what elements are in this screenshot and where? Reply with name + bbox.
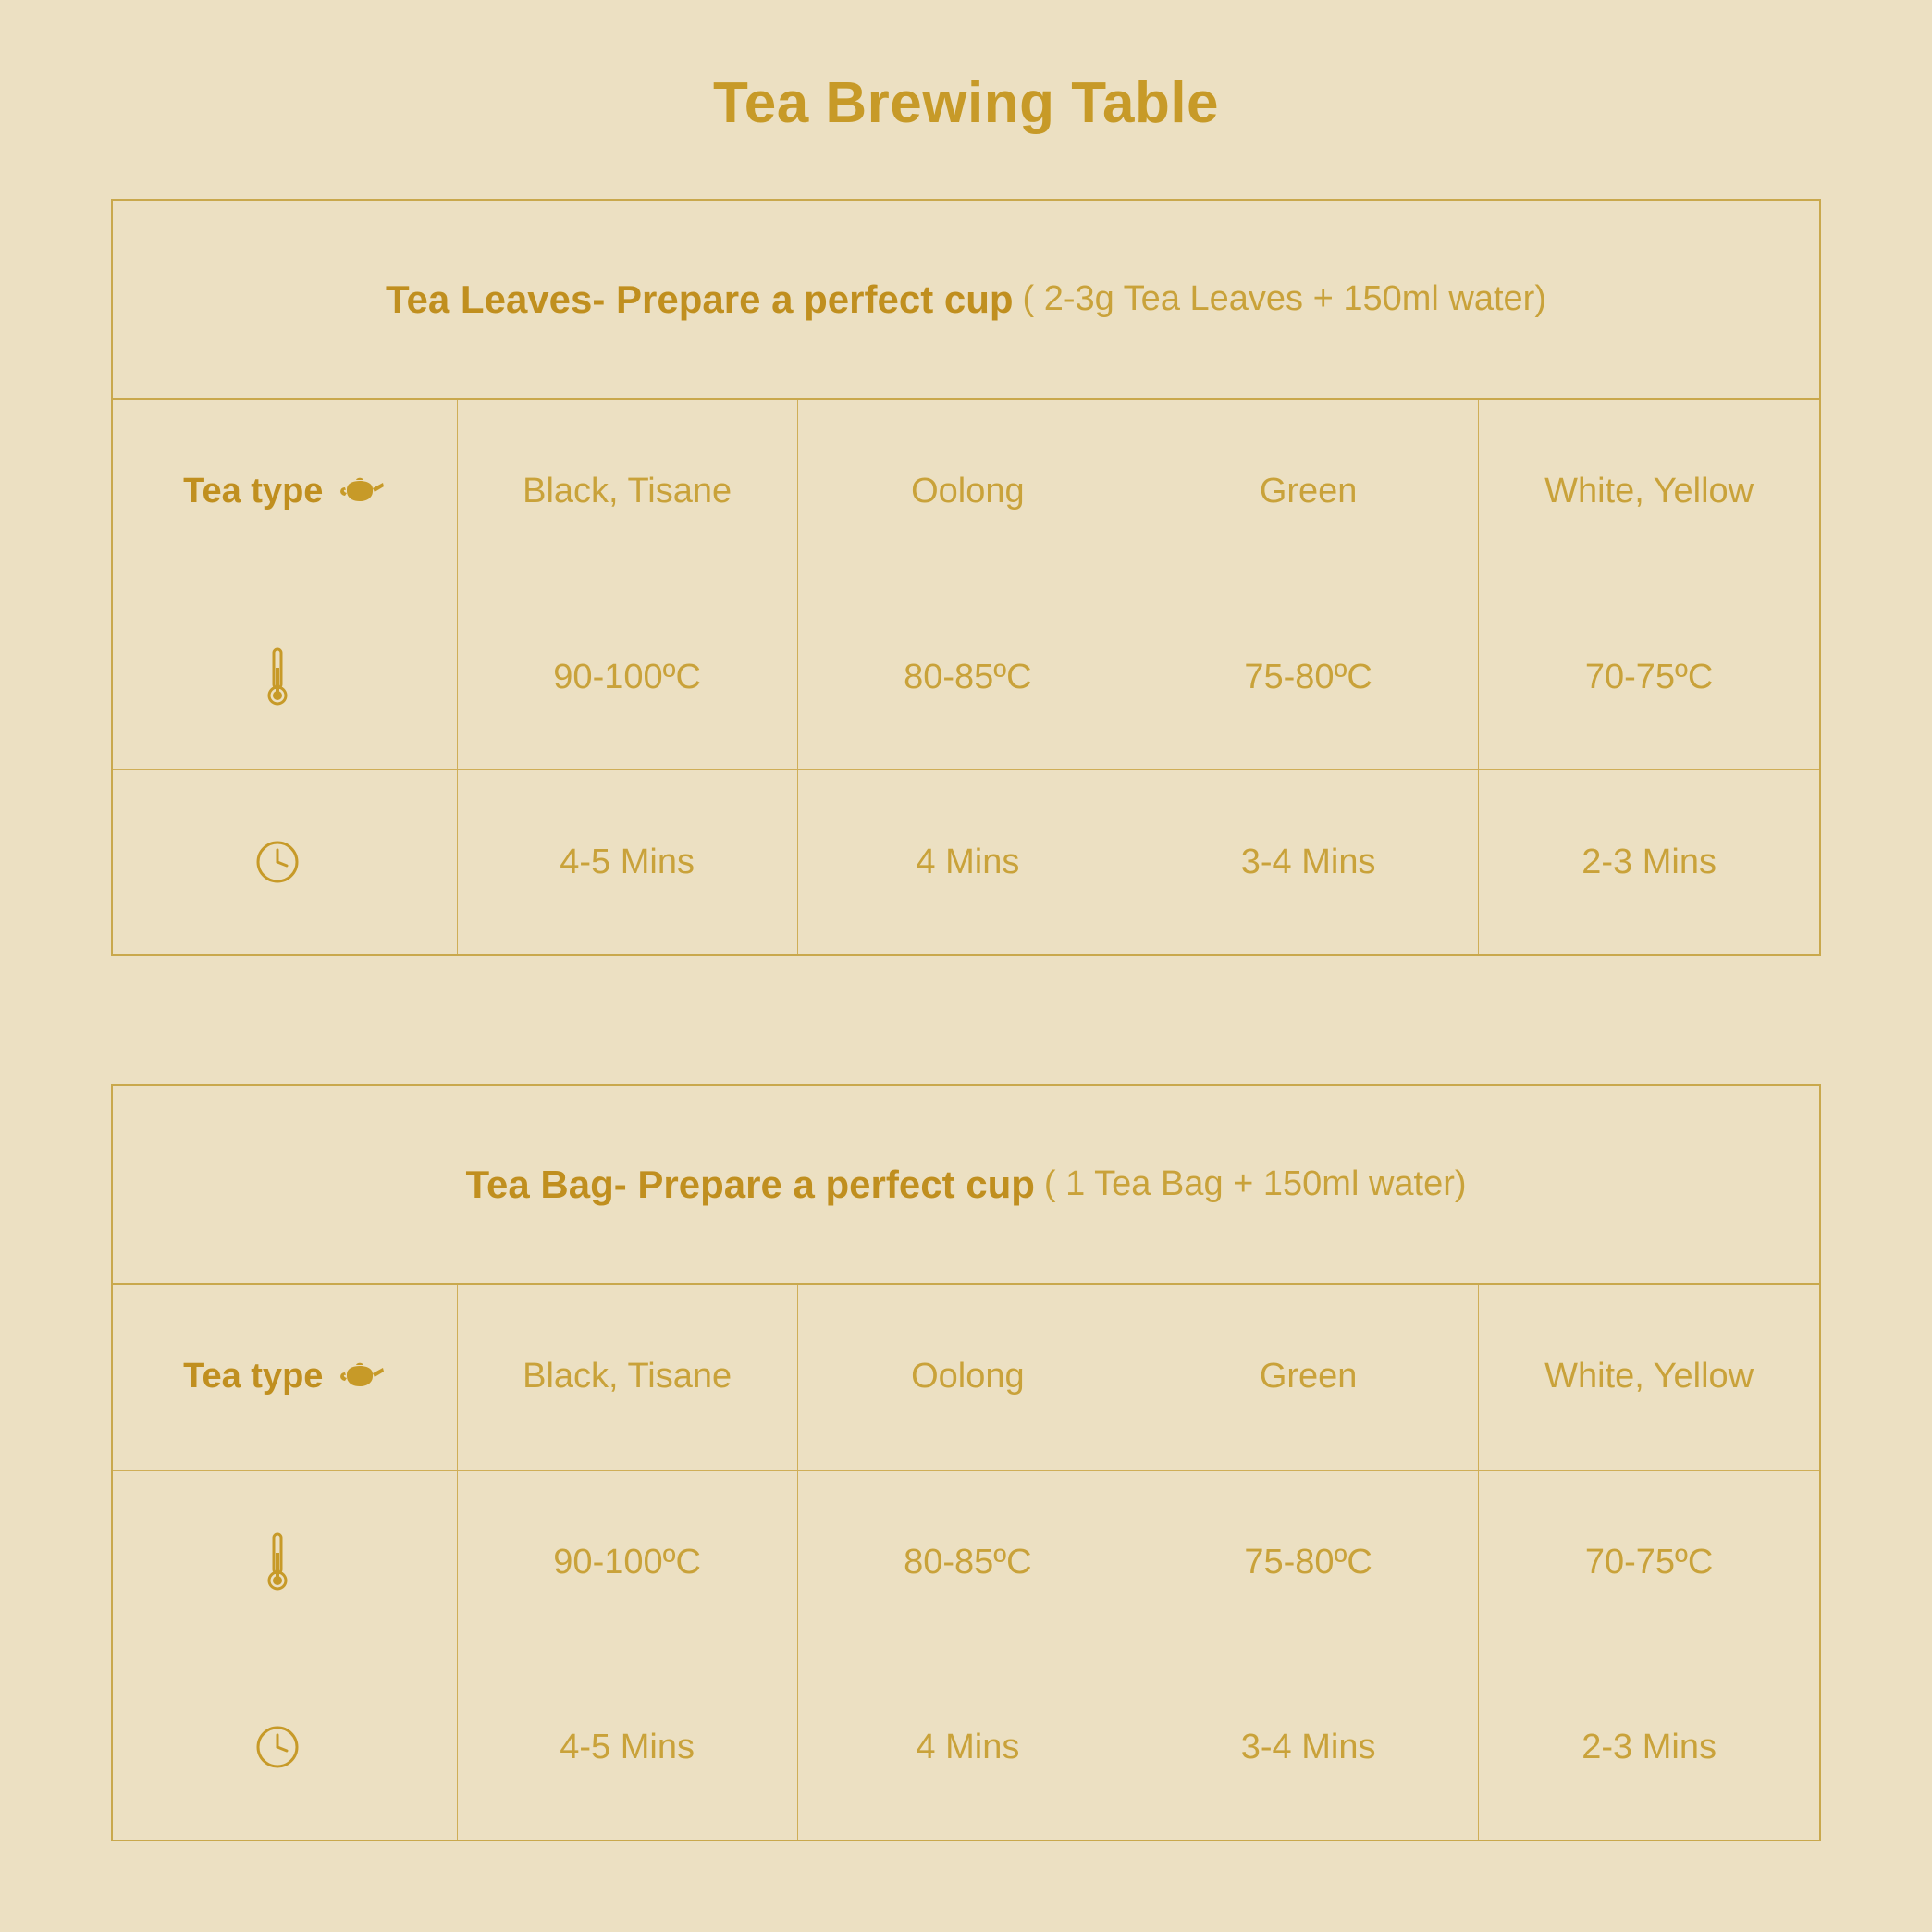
- table-row: [113, 769, 1819, 954]
- teapot-icon: [338, 1361, 386, 1393]
- row-label-temperature: [113, 585, 457, 769]
- table-row: [113, 400, 1819, 585]
- cell-time-oolong: 4 Mins: [797, 769, 1138, 954]
- table-row: [113, 585, 1819, 769]
- clock-icon: [252, 1721, 303, 1773]
- cell-temp-oolong: 80-85ºC: [797, 1470, 1138, 1655]
- cell-tea-type-black: Black, Tisane: [457, 1285, 797, 1470]
- cell-tea-type-white: White, Yellow: [1479, 400, 1819, 585]
- table-row: [113, 1470, 1819, 1655]
- cell-tea-type-white: White, Yellow: [1479, 1285, 1819, 1470]
- tea-bag-table-block: [111, 1084, 1821, 1841]
- tea-bag-header: [113, 1086, 1819, 1285]
- row-label-time: [113, 769, 457, 954]
- cell-time-green: 3-4 Mins: [1138, 1655, 1479, 1840]
- cell-temp-black: 90-100ºC: [457, 585, 797, 769]
- cell-temp-white: 70-75ºC: [1479, 1470, 1819, 1655]
- tea-bag-table: [113, 1285, 1819, 1840]
- cell-tea-type-black: Black, Tisane: [457, 400, 797, 585]
- clock-icon: [252, 836, 303, 888]
- tea-leaves-header-subtitle: ( 2-3g Tea Leaves + 150ml water): [1022, 279, 1546, 318]
- cell-time-white: 2-3 Mins: [1479, 769, 1819, 954]
- row-label-temperature: [113, 1470, 457, 1655]
- cell-time-black: 4-5 Mins: [457, 769, 797, 954]
- cell-tea-type-oolong: Oolong: [797, 1285, 1138, 1470]
- tea-bag-header-subtitle: ( 1 Tea Bag + 150ml water): [1043, 1164, 1467, 1203]
- cell-temp-green: 75-80ºC: [1138, 1470, 1479, 1655]
- cell-tea-type-green: Green: [1138, 400, 1479, 585]
- cell-tea-type-green: Green: [1138, 1285, 1479, 1470]
- thermometer-icon: [264, 1529, 291, 1595]
- cell-temp-white: 70-75ºC: [1479, 585, 1819, 769]
- cell-temp-black: 90-100ºC: [457, 1470, 797, 1655]
- page-title: Tea Brewing Table: [712, 71, 1220, 135]
- tea-leaves-table-block: [111, 199, 1821, 956]
- cell-temp-oolong: 80-85ºC: [797, 585, 1138, 769]
- row-label-text: Tea type: [183, 1357, 324, 1397]
- row-label-time: [113, 1655, 457, 1840]
- table-row: [113, 1285, 1819, 1470]
- cell-time-oolong: 4 Mins: [797, 1655, 1138, 1840]
- cell-time-white: 2-3 Mins: [1479, 1655, 1819, 1840]
- row-label-tea-type: [113, 400, 457, 585]
- row-label-tea-type: [113, 1285, 457, 1470]
- cell-time-green: 3-4 Mins: [1138, 769, 1479, 954]
- table-row: [113, 1655, 1819, 1840]
- tea-leaves-header-title: Tea Leaves- Prepare a perfect cup: [386, 277, 1014, 321]
- row-label-text: Tea type: [183, 472, 324, 511]
- cell-temp-green: 75-80ºC: [1138, 585, 1479, 769]
- tea-bag-header-title: Tea Bag- Prepare a perfect cup: [465, 1162, 1035, 1206]
- tea-leaves-header: [113, 201, 1819, 400]
- cell-time-black: 4-5 Mins: [457, 1655, 797, 1840]
- cell-tea-type-oolong: Oolong: [797, 400, 1138, 585]
- teapot-icon: [338, 476, 386, 508]
- tea-leaves-table: [113, 400, 1819, 954]
- thermometer-icon: [264, 644, 291, 710]
